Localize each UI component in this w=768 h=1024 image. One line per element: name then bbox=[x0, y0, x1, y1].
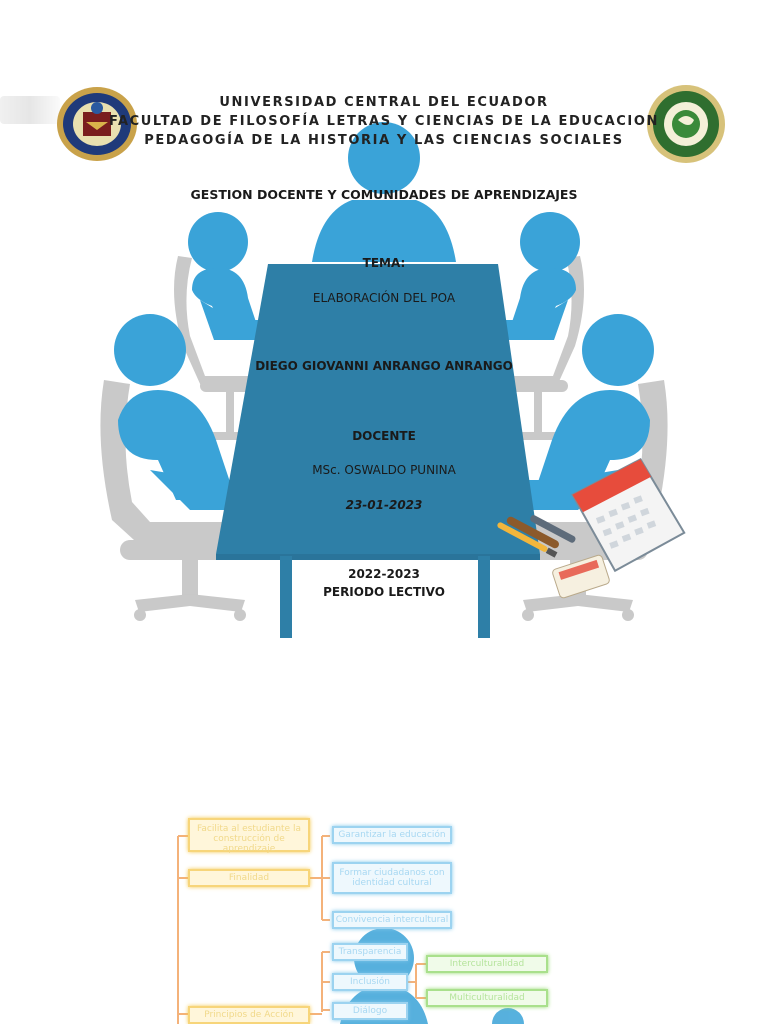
node-multiculturalidad: Multiculturalidad bbox=[426, 989, 548, 1007]
tema-value: ELABORACIÓN DEL POA bbox=[312, 291, 456, 305]
period-label: PERIODO LECTIVO bbox=[323, 585, 445, 599]
course-title: GESTION DOCENTE Y COMUNIDADES DE APRENDIZAJES bbox=[190, 187, 578, 202]
date: 23-01-2023 bbox=[345, 498, 423, 512]
node-interculturalidad: Interculturalidad bbox=[426, 955, 548, 973]
node-inclusion: Inclusión bbox=[332, 973, 408, 991]
node-garantizar: Garantizar la educación bbox=[332, 826, 452, 844]
docente-name: MSc. OSWALDO PUNINA bbox=[312, 463, 456, 477]
career-name: PEDAGOGÍA DE LA HISTORIA Y LAS CIENCIAS SOCIALES bbox=[144, 133, 624, 148]
node-dialogo: Diálogo bbox=[332, 1002, 408, 1020]
table-shape bbox=[216, 264, 540, 638]
node-facilita: Facilita al estudiante la construcción de aprendizaje bbox=[188, 818, 310, 852]
node-convivencia: Convivencia intercultural bbox=[332, 911, 452, 929]
school-years: 2022-2023 bbox=[348, 567, 420, 581]
faculty-name: FACULTAD DE FILOSOFÍA LETRAS Y CIENCIAS DE LA EDUCACION bbox=[108, 114, 660, 129]
student-name: DIEGO GIOVANNI ANRANGO ANRANGO bbox=[255, 359, 513, 373]
node-transparencia: Transparencia bbox=[332, 943, 408, 961]
tema-label: TEMA: bbox=[362, 256, 406, 270]
docente-label: DOCENTE bbox=[352, 429, 416, 443]
university-name: UNIVERSIDAD CENTRAL DEL ECUADOR bbox=[219, 95, 549, 110]
node-principios: Principios de Acción bbox=[188, 1006, 310, 1024]
node-formar: Formar ciudadanos con identidad cultural bbox=[332, 862, 452, 894]
node-finalidad: Finalidad bbox=[188, 869, 310, 887]
